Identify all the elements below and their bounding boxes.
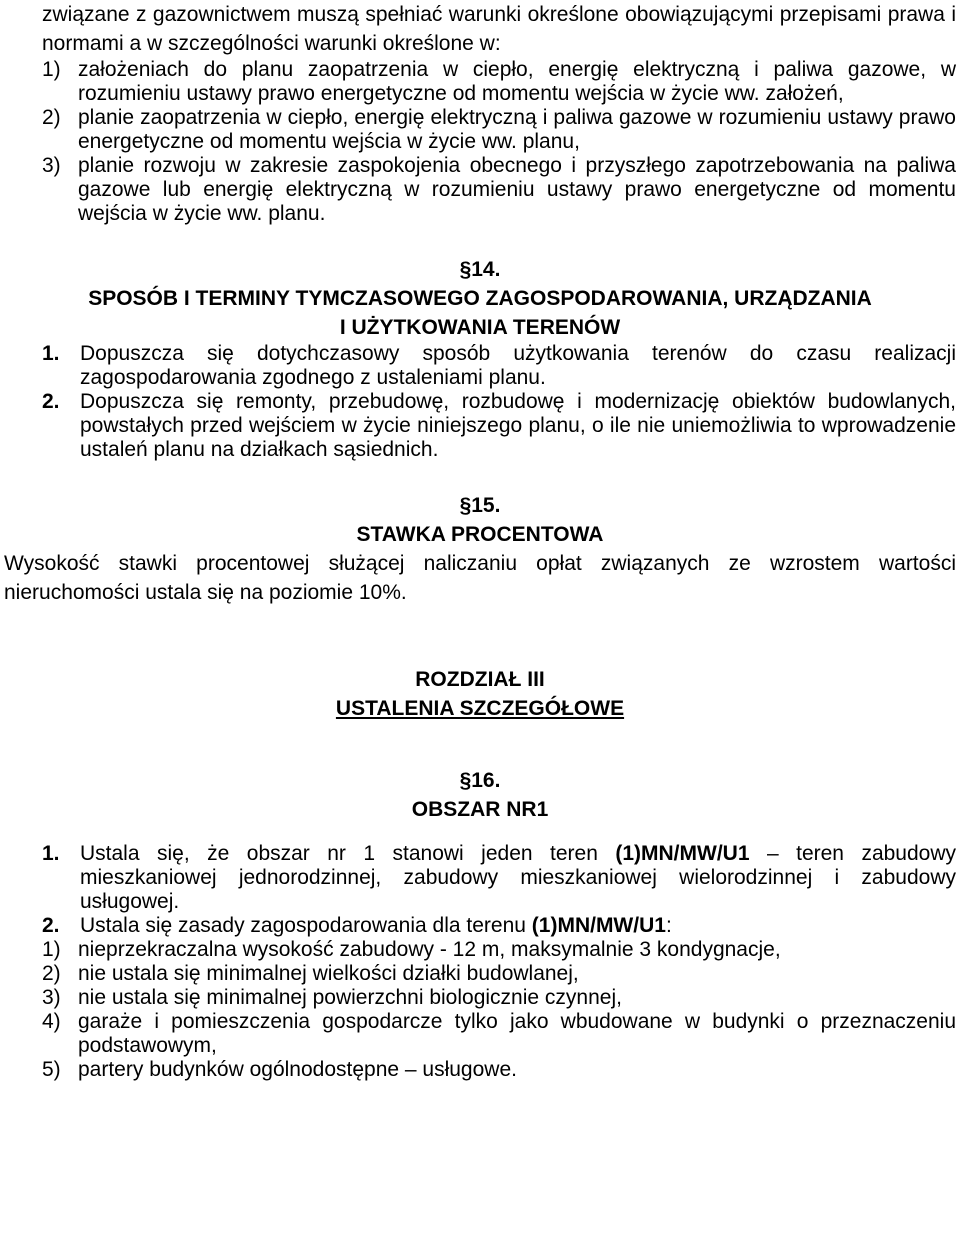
list-item-number: 1.	[42, 342, 60, 365]
list-item-text: założeniach do planu zaopatrzenia w ciepło, energię elektryczną i paliwa gazowe, w rozumieniu ustawy prawo energetyczne od momentu wejścia w życie ww. założeń,	[78, 58, 956, 105]
document-page	[4, 0, 956, 1082]
list-item-text: Dopuszcza się dotychczasowy sposób użytkowania terenów do czasu realizacji zagospodarowania zgodnego z ustaleniami planu.	[80, 342, 956, 389]
section-14	[4, 255, 956, 462]
list-item	[4, 1010, 956, 1058]
section-number: §14.	[459, 258, 501, 281]
section-title: SPOSÓB I TERMINY TYMCZASOWEGO ZAGOSPODAROWANIA, URZĄDZANIA	[88, 287, 872, 310]
section-text: Wysokość stawki procentowej służącej naliczaniu opłat związanych ze wzrostem wartości nieruchomości ustala się na poziomie 10%.	[4, 552, 956, 604]
intro-text: związane z gazownictwem muszą spełniać warunki określone obowiązującymi przepisami prawa i normami a w szczególności warunki określone w:	[42, 3, 956, 55]
list-item	[4, 106, 956, 154]
list-item	[4, 962, 956, 986]
list-item-text: nie ustala się minimalnej powierzchni biologicznie czynnej,	[78, 986, 622, 1009]
list-item-number: 3)	[42, 154, 61, 177]
list-item	[4, 842, 956, 914]
list-item-text: planie zaopatrzenia w ciepło, energię elektryczną i paliwa gazowe w rozumieniu ustawy prawo energetyczne od momentu wejścia w życie ww. planu,	[78, 106, 956, 153]
chapter-subtitle: USTALENIA SZCZEGÓŁOWE	[335, 697, 625, 720]
list-item-number: 2.	[42, 914, 60, 937]
section-title: OBSZAR NR1	[411, 798, 549, 821]
sub-list	[4, 938, 956, 1082]
list-item-number: 2)	[42, 962, 61, 985]
text-fragment: Ustala się zasady zagospodarowania dla terenu	[80, 914, 532, 937]
list-item-text: nieprzekraczalna wysokość zabudowy - 12 m, maksymalnie 3 kondygnacje,	[78, 938, 781, 961]
text-fragment: – teren zabudowy mieszkaniowej jednorodzinnej, zabudowy mieszkaniowej wielorodzinnej i zabudowy usługowej.	[80, 842, 956, 913]
list-item-number: 1)	[42, 938, 61, 961]
section-16	[4, 766, 956, 1082]
list-item-number: 4)	[42, 1010, 61, 1033]
list-item-text: planie rozwoju w zakresie zaspokojenia obecnego i przyszłego zapotrzebowania na paliwa gazowe lub energię elektryczną w rozumieniu ustawy prawo energetyczne od momentu wejścia w życie ww. planu.	[78, 154, 956, 225]
terrain-code: (1)MN/MW/U1	[531, 914, 666, 937]
list-item	[4, 938, 956, 962]
list-item-text	[80, 914, 956, 938]
list-item-text: Dopuszcza się remonty, przebudowę, rozbudowę i modernizację obiektów budowlanych, powstałych przed wejściem w życie niniejszego planu, o ile nie uniemożliwia to wprowadzenie ustaleń planu na działkach sąsiednich.	[80, 390, 956, 461]
text-fragment: Ustala się, że obszar nr 1 stanowi jeden teren	[80, 842, 616, 865]
chapter-title: ROZDZIAŁ III	[415, 668, 545, 691]
section-title: STAWKA PROCENTOWA	[356, 523, 604, 546]
intro-list-real	[4, 58, 956, 226]
terrain-code: (1)MN/MW/U1	[615, 842, 750, 865]
list-item-number: 2)	[42, 106, 61, 129]
list-item	[4, 986, 956, 1010]
section-15	[4, 491, 956, 607]
list-item-number: 3)	[42, 986, 61, 1009]
section-title-continued: I UŻYTKOWANIA TERENÓW	[339, 316, 621, 339]
list-item	[4, 1058, 956, 1082]
list-item-number: 2.	[42, 390, 60, 413]
list-item-number: 1)	[42, 58, 61, 81]
list-item	[4, 914, 956, 938]
section-number: §16.	[459, 769, 501, 792]
list-item	[4, 390, 956, 462]
list-item-number: 1.	[42, 842, 60, 865]
list-item-text	[80, 842, 956, 914]
list-item-text: garaże i pomieszczenia gospodarcze tylko jako wbudowane w budynki o przeznaczeniu podstawowym,	[78, 1010, 956, 1057]
text-fragment: :	[665, 914, 672, 937]
list-item-text: nie ustala się minimalnej wielkości działki budowlanej,	[78, 962, 579, 985]
list-item-text: partery budynków ogólnodostępne – usługowe.	[78, 1058, 517, 1081]
list-item	[4, 342, 956, 390]
section-number: §15.	[459, 494, 501, 517]
list-item-number: 5)	[42, 1058, 61, 1081]
list-item	[4, 58, 956, 106]
chapter-heading	[4, 665, 956, 723]
list-item	[4, 154, 956, 226]
